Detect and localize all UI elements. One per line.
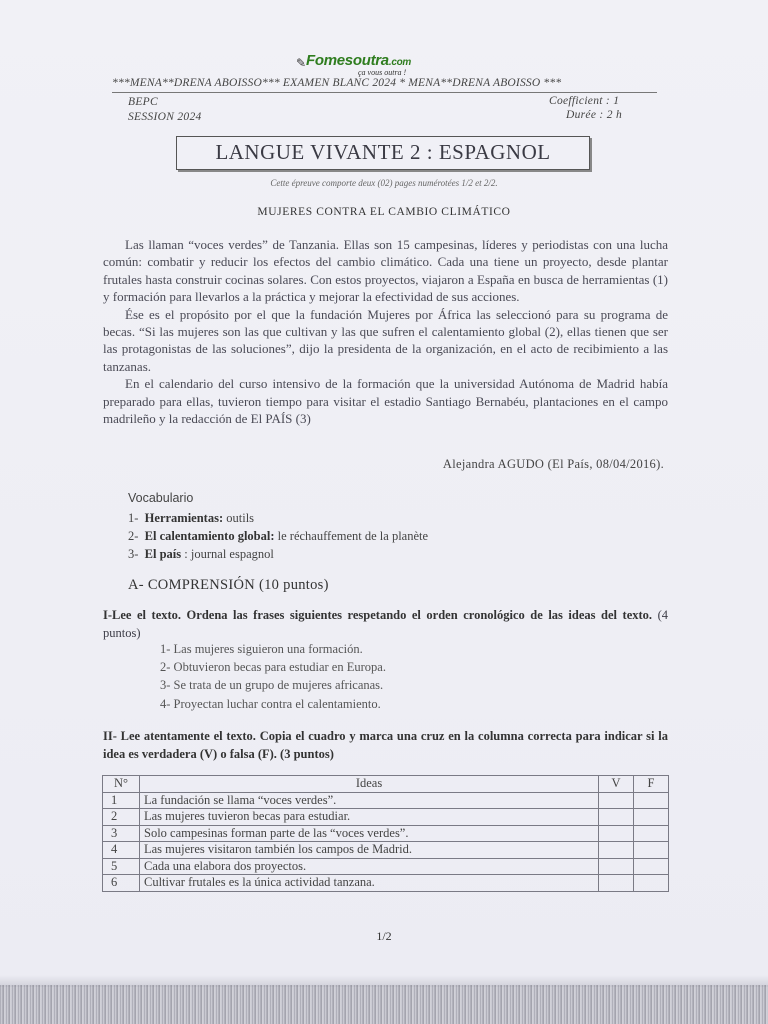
row-number: 4: [103, 842, 140, 859]
row-number: 3: [103, 825, 140, 842]
row-idea: Cultivar frutales es la única actividad tanzana.: [140, 875, 599, 892]
cell-v: [599, 825, 634, 842]
cell-f: [634, 825, 669, 842]
column-header-v: V: [599, 776, 634, 793]
vocabulary-title: Vocabulario: [128, 491, 194, 505]
scan-edge: [0, 985, 768, 1024]
page-number: 1/2: [376, 929, 392, 943]
cell-v: [599, 875, 634, 892]
row-number: 5: [103, 858, 140, 875]
list-item: 4- Proyectan luchar contra el calentamiento.: [160, 696, 381, 711]
list-item: 2- Obtuvieron becas para estudiar en Europa.: [160, 660, 386, 675]
row-idea: Las mujeres visitaron también los campos de Madrid.: [140, 842, 599, 859]
vocabulary-item: 2- El calentamiento global: le réchauffement de la planète: [128, 529, 429, 543]
logo-tagline: ça vous outra !: [358, 68, 407, 77]
table-row: [103, 875, 669, 892]
vocabulary-list: [128, 509, 428, 563]
column-header-number: N°: [103, 776, 140, 793]
row-number: 6: [103, 875, 140, 892]
site-logo: [296, 52, 426, 80]
table-row: [103, 825, 669, 842]
cell-v: [599, 858, 634, 875]
row-idea: Las mujeres tuvieron becas para estudiar.: [140, 809, 599, 826]
pages-note: Cette épreuve comporte deux (02) pages numérotées 1/2 et 2/2.: [270, 178, 498, 188]
paragraph: Las llaman “voces verdes” de Tanzania. Ellas son 15 campesinas, líderes y periodistas con una lucha común: combatir y reducir los efectos del cambio climático. Cada una tiene un proyecto, desde plantar frutales hasta construir cocinas solares. Con estos proyectos, viajaron a España en busca de herramientas (1) y formación para llevarlos a la práctica y mejorar la efectividad de sus acciones.: [103, 237, 668, 305]
cell-f: [634, 858, 669, 875]
cell-v: [599, 842, 634, 859]
vocabulary-item: 1- Herramientas: outils: [128, 511, 255, 525]
header-rule: [112, 92, 657, 93]
exam-session: SESSION 2024: [128, 111, 202, 123]
logo-brand: Fomesoutra.com: [306, 52, 411, 69]
question-1-list: [160, 640, 386, 713]
row-idea: Cada una elabora dos proyectos.: [140, 858, 599, 875]
table-header-row: [103, 776, 669, 793]
exam-header-line: ***MENA**DRENA ABOISSO*** EXAMEN BLANC 2024 * MENA**DRENA ABOISSO ***: [112, 77, 562, 89]
cell-f: [634, 842, 669, 859]
exam-duration: Durée : 2 h: [566, 109, 622, 121]
question-1: I-Lee el texto. Ordena las frases siguientes respetando el orden cronológico de las ideas del texto. (4 puntos): [103, 608, 668, 640]
table-row: [103, 809, 669, 826]
logo-mark-icon: ✎: [296, 56, 307, 70]
row-number: 1: [103, 792, 140, 809]
column-header-f: F: [634, 776, 669, 793]
exam-coefficient: Coefficient : 1: [549, 95, 620, 107]
question-2: II- Lee atentamente el texto. Copia el cuadro y marca una cruz en la columna correcta para indicar si la idea es verdadera (V) o falsa (F). (3 puntos): [103, 729, 668, 761]
paragraph: En el calendario del curso intensivo de la formación que la universidad Autónoma de Madrid había preparado para ellas, tuvieron tiempo para visitar el estadio Santiago Bernabéu, plantaciones en el campo madrileño y la redacción de El PAÍS (3): [103, 376, 668, 427]
cell-v: [599, 792, 634, 809]
row-idea: La fundación se llama “voces verdes”.: [140, 792, 599, 809]
vocabulary-item: 3- El país : journal espagnol: [128, 547, 274, 561]
section-a-title: A- COMPRENSIÓN (10 puntos): [128, 577, 329, 593]
cell-f: [634, 875, 669, 892]
column-header-ideas: Ideas: [140, 776, 599, 793]
cell-f: [634, 792, 669, 809]
table-row: [103, 842, 669, 859]
list-item: 1- Las mujeres siguieron una formación.: [160, 642, 363, 656]
true-false-table: [102, 775, 669, 892]
exam-type: BEPC: [128, 96, 158, 108]
row-idea: Solo campesinas forman parte de las “voces verdes”.: [140, 825, 599, 842]
reading-text: [103, 236, 668, 427]
table-row: [103, 792, 669, 809]
row-number: 2: [103, 809, 140, 826]
text-source: Alejandra AGUDO (El País, 08/04/2016).: [442, 457, 664, 471]
cell-v: [599, 809, 634, 826]
paragraph: Ése es el propósito por el que la fundación Mujeres por África las seleccionó para su programa de becas. “Si las mujeres son las que cultivan y las que sufren el calentamiento global (2), ellas tienen que ser las protagonistas de las soluciones”, dijo la presidenta de la organización, en el acto de recibimiento a las tanzanas.: [103, 306, 668, 374]
subject-title-box: [176, 136, 590, 170]
cell-f: [634, 809, 669, 826]
list-item: 3- Se trata de un grupo de mujeres africanas.: [160, 678, 384, 693]
subject-title: LANGUE VIVANTE 2 : ESPAGNOL: [215, 140, 551, 164]
table-row: [103, 858, 669, 875]
text-title: MUJERES CONTRA EL CAMBIO CLIMÁTICO: [257, 206, 511, 218]
